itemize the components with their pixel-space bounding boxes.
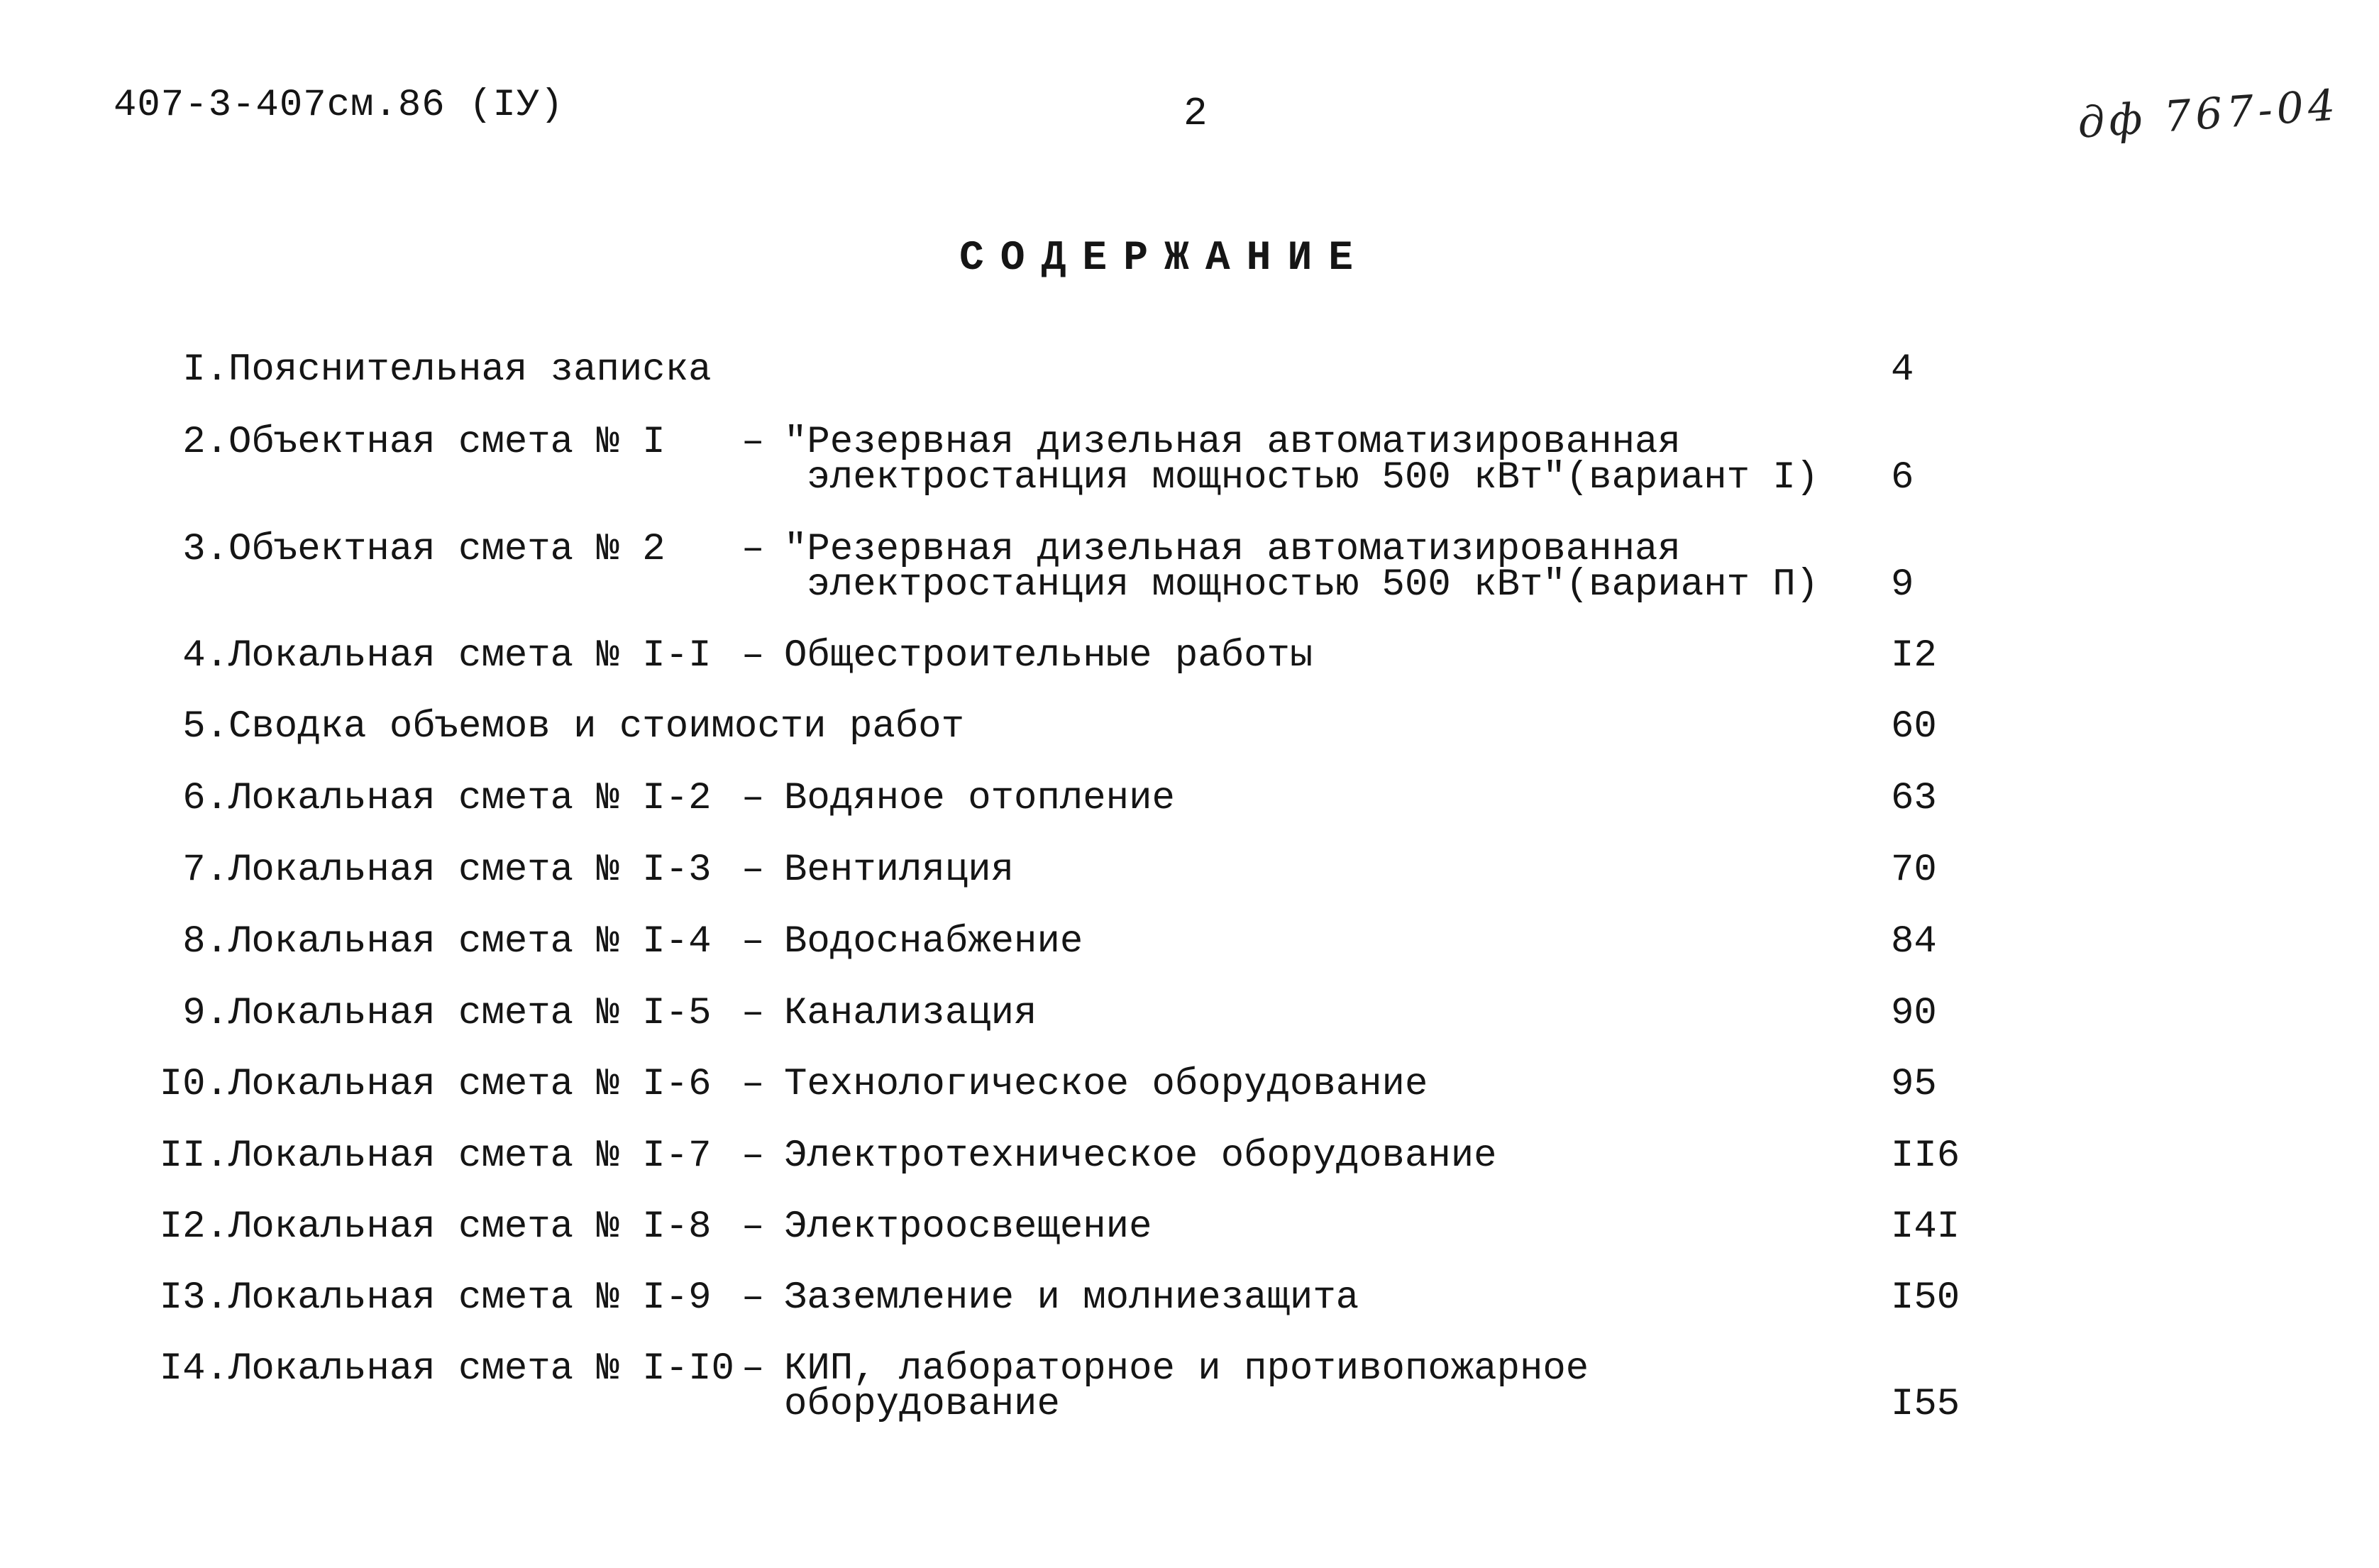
toc-entry-page: I2 bbox=[1891, 634, 1937, 678]
toc-entry-dash: – bbox=[741, 920, 765, 964]
toc-entry-dash: – bbox=[741, 1347, 765, 1391]
toc-entry-description-cont: электростанция мощностью 500 кВт"(вариант I) bbox=[784, 456, 1819, 499]
toc-entry-page: 60 bbox=[1891, 705, 1937, 749]
toc-entry-number: II. bbox=[159, 1134, 228, 1178]
toc-entry-number: 3. bbox=[182, 528, 228, 571]
toc-entry-number: 5. bbox=[182, 705, 228, 749]
toc-entry-description: Общестроительные работы bbox=[784, 634, 1313, 678]
toc-entry-label: Пояснительная записка bbox=[228, 348, 712, 392]
page-number: 2 bbox=[1183, 91, 1208, 136]
toc-entry-page: I55 bbox=[1891, 1383, 1960, 1426]
toc-entry-page: 9 bbox=[1891, 563, 1914, 607]
toc-entry-label: Локальная смета № I-8 bbox=[228, 1205, 712, 1249]
toc-entry-dash: – bbox=[741, 849, 765, 892]
toc-entry-number: I4. bbox=[159, 1347, 228, 1391]
toc-entry-page: 90 bbox=[1891, 992, 1937, 1035]
toc-entry-label: Объектная смета № 2 bbox=[228, 528, 666, 571]
toc-entry-description: Вентиляция bbox=[784, 849, 1015, 892]
toc-entry-label: Локальная смета № I-9 bbox=[228, 1276, 712, 1320]
toc-entry-label: Локальная смета № I-7 bbox=[228, 1134, 712, 1178]
toc-entry-label: Локальная смета № I-2 bbox=[228, 777, 712, 820]
toc-entry-description: "Резервная дизельная автоматизированная bbox=[784, 528, 1681, 571]
toc-entry-number: 7. bbox=[182, 849, 228, 892]
toc-entry-label: Локальная смета № I-3 bbox=[228, 849, 712, 892]
toc-entry-description: Электроосвещение bbox=[784, 1205, 1152, 1249]
toc-entry-dash: – bbox=[741, 528, 765, 571]
toc-entry-number: 4. bbox=[182, 634, 228, 678]
toc-entry-page: 6 bbox=[1891, 456, 1914, 499]
toc-entry-number: I. bbox=[182, 348, 228, 392]
toc-entry-dash: – bbox=[741, 634, 765, 678]
toc-entry-page: I50 bbox=[1891, 1276, 1960, 1320]
toc-entry-dash: – bbox=[741, 992, 765, 1035]
toc-entry-page: 4 bbox=[1891, 348, 1914, 392]
toc-entry-page: 84 bbox=[1891, 920, 1937, 964]
toc-entry-page: 70 bbox=[1891, 849, 1937, 892]
toc-entry-number: 6. bbox=[182, 777, 228, 820]
toc-entry-label: Сводка объемов и стоимости работ bbox=[228, 705, 964, 749]
toc-entry-label: Локальная смета № I-4 bbox=[228, 920, 712, 964]
toc-entry-dash: – bbox=[741, 777, 765, 820]
toc-entry-description: "Резервная дизельная автоматизированная bbox=[784, 421, 1681, 464]
archive-mark: дф 767-04 bbox=[2076, 80, 2341, 148]
toc-entry-description-cont: оборудование bbox=[784, 1383, 1060, 1426]
document-code: 407-3-407см.86 (IУ) bbox=[114, 84, 564, 127]
toc-entry-label: Объектная смета № I bbox=[228, 421, 666, 464]
toc-entry-page: II6 bbox=[1891, 1134, 1960, 1178]
toc-entry-description: Электротехническое оборудование bbox=[784, 1134, 1497, 1178]
toc-entry-page: I4I bbox=[1891, 1205, 1960, 1249]
toc-entry-description: КИП, лабораторное и противопожарное bbox=[784, 1347, 1589, 1391]
page-title: СОДЕРЖАНИЕ bbox=[959, 236, 1370, 282]
toc-entry-description: Заземление и молниезащита bbox=[784, 1276, 1359, 1320]
toc-entry-page: 63 bbox=[1891, 777, 1937, 820]
toc-entry-description-cont: электростанция мощностью 500 кВт"(вариант П) bbox=[784, 563, 1819, 607]
toc-entry-dash: – bbox=[741, 1205, 765, 1249]
toc-entry-label: Локальная смета № I-6 bbox=[228, 1063, 712, 1106]
toc-entry-dash: – bbox=[741, 421, 765, 464]
toc-entry-page: 95 bbox=[1891, 1063, 1937, 1106]
toc-entry-label: Локальная смета № I-I bbox=[228, 634, 712, 678]
toc-entry-label: Локальная смета № I-I0 bbox=[228, 1347, 734, 1391]
toc-entry-dash: – bbox=[741, 1134, 765, 1178]
toc-entry-number: I3. bbox=[159, 1276, 228, 1320]
toc-entry-label: Локальная смета № I-5 bbox=[228, 992, 712, 1035]
toc-entry-number: 2. bbox=[182, 421, 228, 464]
toc-entry-description: Водяное отопление bbox=[784, 777, 1175, 820]
toc-entry-dash: – bbox=[741, 1063, 765, 1106]
toc-entry-description: Водоснабжение bbox=[784, 920, 1083, 964]
toc-entry-dash: – bbox=[741, 1276, 765, 1320]
toc-entry-description: Технологическое оборудование bbox=[784, 1063, 1428, 1106]
toc-entry-number: 8. bbox=[182, 920, 228, 964]
toc-entry-number: I0. bbox=[159, 1063, 228, 1106]
toc-entry-description: Канализация bbox=[784, 992, 1037, 1035]
toc-entry-number: 9. bbox=[182, 992, 228, 1035]
toc-entry-number: I2. bbox=[159, 1205, 228, 1249]
